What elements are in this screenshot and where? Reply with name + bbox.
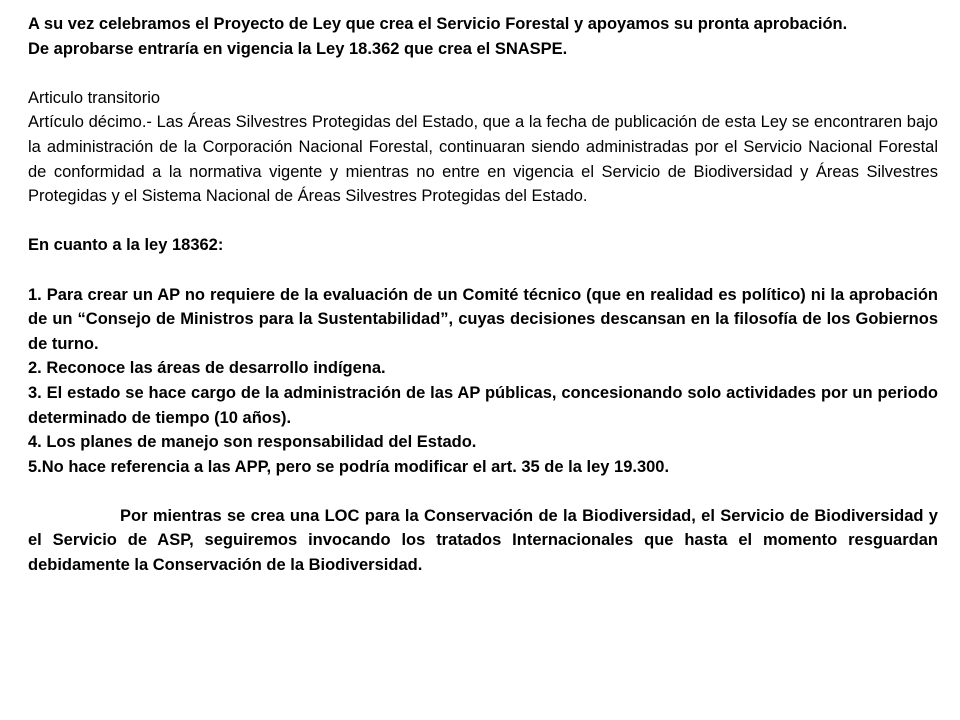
spacer — [28, 61, 938, 86]
spacer — [28, 258, 938, 283]
ley-18362-list — [28, 283, 938, 480]
transitorio-heading: Articulo transitorio — [28, 88, 161, 107]
list-item: 5.No hace referencia a las APP, pero se podría modificar el art. 35 de la ley 19.300. — [28, 457, 670, 476]
spacer — [28, 479, 938, 504]
transitorio-body: Artículo décimo.- Las Áreas Silvestres Protegidas del Estado, que a la fecha de publicación de esta Ley se encontraren bajo la administración de la Corporación Nacional Forestal, continuaran siendo administradas por el Servicio Nacional Forestal de conformidad a la normativa vigente y mientras no entre en vigencia el Servicio de Biodiversidad y Áreas Silvestres Protegidas y el Sistema Nacional de Áreas Silvestres Protegidas del Estado. — [28, 113, 938, 206]
list-item: 4. Los planes de manejo son responsabilidad del Estado. — [28, 433, 477, 452]
closing-paragraph: Por mientras se crea una LOC para la Conservación de la Biodiversidad, el Servicio de Biodiversidad y el Servicio de ASP, seguiremos invocando los tratados Internacionales que hasta el momento resguardan debidamente la Conservación de la Biodiversidad. — [28, 506, 938, 575]
intro-line-2: De aprobarse entraría en vigencia la Ley 18.362 que crea el SNASPE. — [28, 39, 568, 58]
list-item: 2. Reconoce las áreas de desarrollo indígena. — [28, 359, 386, 378]
intro-line-1: A su vez celebramos el Proyecto de Ley que crea el Servicio Forestal y apoyamos su pronta aprobación. — [28, 15, 848, 33]
ley-18362-heading: En cuanto a la ley 18362: — [28, 236, 224, 255]
list-item: 1. Para crear un AP no requiere de la evaluación de un Comité técnico (que en realidad es político) ni la aprobación de un “Consejo de Ministros para la Sustentabilidad”, cuyas decisiones descansan en la filosofía de los Gobiernos de turno. — [28, 285, 938, 353]
slide-text-body — [28, 12, 938, 578]
list-item: 3. El estado se hace cargo de la administración de las AP públicas, concesionando solo actividades por un periodo determinado de tiempo (10 años). — [28, 383, 938, 427]
intro-paragraph — [28, 12, 938, 61]
spacer — [28, 209, 938, 234]
